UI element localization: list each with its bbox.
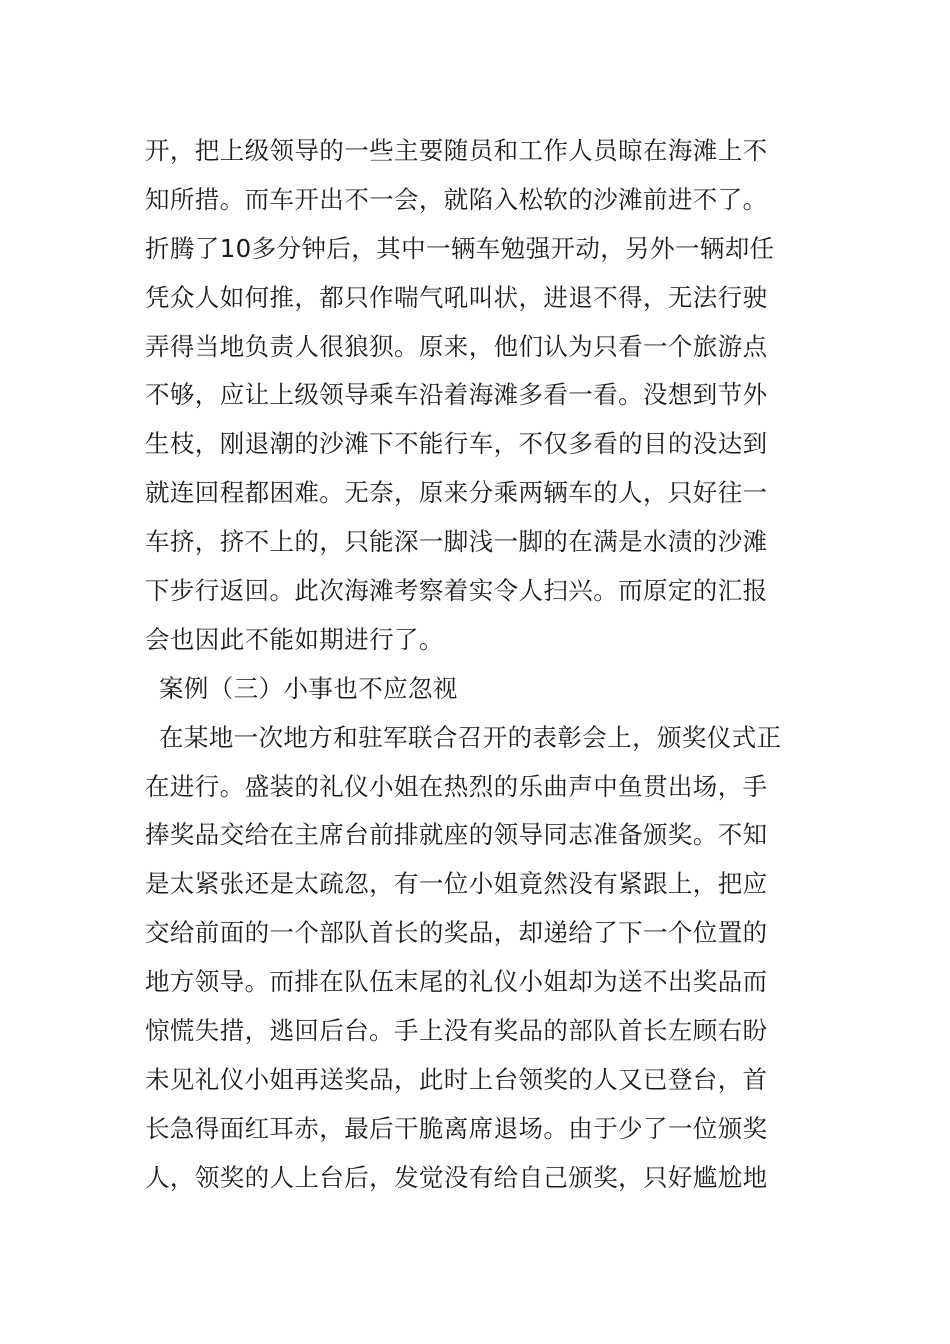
text-line: 就连回程都困难。无奈，原来分乘两辆车的人，只好往一 (145, 478, 768, 508)
text-line: 未见礼仪小姐再送奖品，此时上台领奖的人又已登台，首 (145, 1064, 768, 1094)
paragraph-1 (145, 127, 815, 665)
text-line: 交给前面的一个部队首长的奖品，却递给了下一个位置的 (145, 918, 768, 948)
text-line: 捧奖品交给在主席台前排就座的领导同志准备颁奖。不知 (145, 820, 768, 850)
text-line: 折腾了10多分钟后，其中一辆车勉强开动，另外一辆却任 (145, 233, 775, 263)
case-heading: 案例（三）小事也不应忽视 (159, 673, 458, 703)
text-line: 弄得当地负责人很狼狈。原来，他们认为只看一个旅游点 (145, 331, 768, 361)
text-line: 在某地一次地方和驻军联合召开的表彰会上，颁奖仪式正 (159, 722, 782, 752)
text-line: 知所措。而车开出不一会，就陷入松软的沙滩前进不了。 (145, 184, 768, 214)
paragraph-2 (145, 714, 815, 1203)
text-line: 开，把上级领导的一些主要随员和工作人员晾在海滩上不 (145, 136, 768, 165)
text-line: 是太紧张还是太疏忽，有一位小姐竟然没有紧跟上，把应 (145, 869, 768, 899)
text-line: 惊慌失措，逃回后台。手上没有奖品的部队首长左顾右盼 (145, 1016, 768, 1046)
text-line: 车挤，挤不上的，只能深一脚浅一脚的在满是水渍的沙滩 (145, 527, 768, 557)
text-line: 会也因此不能如期进行了。 (145, 624, 444, 654)
text-line: 生枝，刚退潮的沙滩下不能行车，不仅多看的目的没达到 (145, 429, 768, 459)
text-line: 下步行返回。此次海滩考察着实令人扫兴。而原定的汇报 (145, 576, 768, 606)
text-line: 长急得面红耳赤，最后干脆离席退场。由于少了一位颁奖 (145, 1113, 768, 1143)
text-line: 人，领奖的人上台后，发觉没有给自己颁奖，只好尴尬地 (145, 1162, 768, 1192)
text-line: 地方领导。而排在队伍末尾的礼仪小姐却为送不出奖品而 (145, 967, 768, 997)
text-line: 凭众人如何推，都只作喘气吼叫状，进退不得，无法行驶 (145, 282, 768, 312)
document-body (145, 127, 815, 1203)
text-line: 不够，应让上级领导乘车沿着海滩多看一看。没想到节外 (145, 380, 768, 410)
text-line: 在进行。盛装的礼仪小姐在热烈的乐曲声中鱼贯出场，手 (145, 771, 768, 801)
